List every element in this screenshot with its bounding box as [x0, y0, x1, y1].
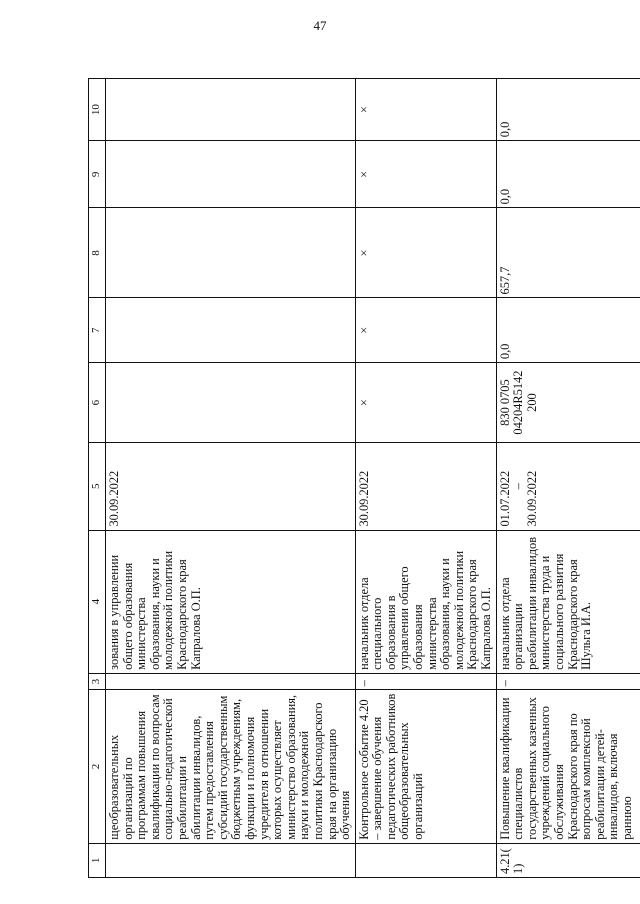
rotated-table-container — [88, 78, 634, 878]
cell-responsible: начальник отдела организации реабилитации инвалидов министерства труда и социального развития Краснодарского края Шульга И.А. — [496, 530, 640, 673]
col-header-2: 2 — [89, 690, 106, 843]
cell-col9: 0,0 — [496, 141, 640, 208]
cell-number: 4.21(1) — [496, 843, 640, 877]
cell-number — [355, 843, 496, 877]
col-header-10: 10 — [89, 79, 106, 141]
cell-col7 — [106, 298, 356, 363]
cell-code — [496, 363, 640, 443]
date-end: 30.09.2022 — [524, 470, 539, 527]
cell-col3 — [106, 673, 356, 689]
cell-col9 — [106, 141, 356, 208]
cell-number — [106, 843, 356, 877]
page-number: 47 — [313, 18, 327, 33]
col-header-7: 7 — [89, 298, 106, 363]
cell-activity: щеобразовательных организаций по программам повышения квалификации по вопросам социально-педагогической реабилитации и абилитации инвалидов, путем предоставления субсидий государственным бюджетным учреждениям, функции и полномочия учредителя в отношении которых осуществляет министерство образования, науки и молодежной политики Краснодарского края на организацию обучения — [106, 690, 356, 843]
cell-col3: – — [496, 673, 640, 689]
cell-date-range — [496, 443, 640, 531]
col-header-5: 5 — [89, 443, 106, 531]
table-row — [496, 79, 640, 878]
cell-code: × — [355, 363, 496, 443]
cell-activity: Контрольное событие 4.20 – завершение обучения педагогических работников общеобразовательных организаций — [355, 690, 496, 843]
col-header-6: 6 — [89, 363, 106, 443]
date-start: 01.07.2022 — [497, 470, 512, 527]
cell-col10: × — [355, 79, 496, 141]
col-header-4: 4 — [89, 530, 106, 673]
table-row — [355, 79, 496, 878]
budget-code-2: 04204R5142 200 — [511, 370, 539, 435]
cell-date: 30.09.2022 — [106, 443, 356, 531]
cell-code — [106, 363, 356, 443]
header-row — [89, 79, 106, 878]
cell-col8 — [106, 208, 356, 298]
cell-responsible: зования в управлении общего образования министерства образования, науки и молодежной политики Краснодарского края Капралова О.П. — [106, 530, 356, 673]
activity-table — [88, 78, 640, 878]
cell-activity: Повышение квалификации специалистов государственных казенных учреждений социального обслуживания Краснодарского края по вопросам комплексной реабилитации детей-инвалидов, включая раннюю — [496, 690, 640, 843]
col-header-1: 1 — [89, 843, 106, 877]
cell-col3: – — [355, 673, 496, 689]
col-header-9: 9 — [89, 141, 106, 208]
cell-col8: 657,7 — [496, 208, 640, 298]
col-header-8: 8 — [89, 208, 106, 298]
budget-code-1: 830 0705 — [497, 379, 512, 426]
cell-col9: × — [355, 141, 496, 208]
col-header-3: 3 — [89, 673, 106, 689]
cell-date: 30.09.2022 — [355, 443, 496, 531]
cell-col8: × — [355, 208, 496, 298]
cell-col7: × — [355, 298, 496, 363]
table-row — [106, 79, 356, 878]
date-dash: – — [511, 483, 526, 490]
cell-responsible: начальник отдела специального образования в управлении общего образования министерства образования, науки и молодежной политики Краснодарского края Капралова О.П. — [355, 530, 496, 673]
cell-col7: 0,0 — [496, 298, 640, 363]
cell-col10 — [106, 79, 356, 141]
cell-col10: 0,0 — [496, 79, 640, 141]
